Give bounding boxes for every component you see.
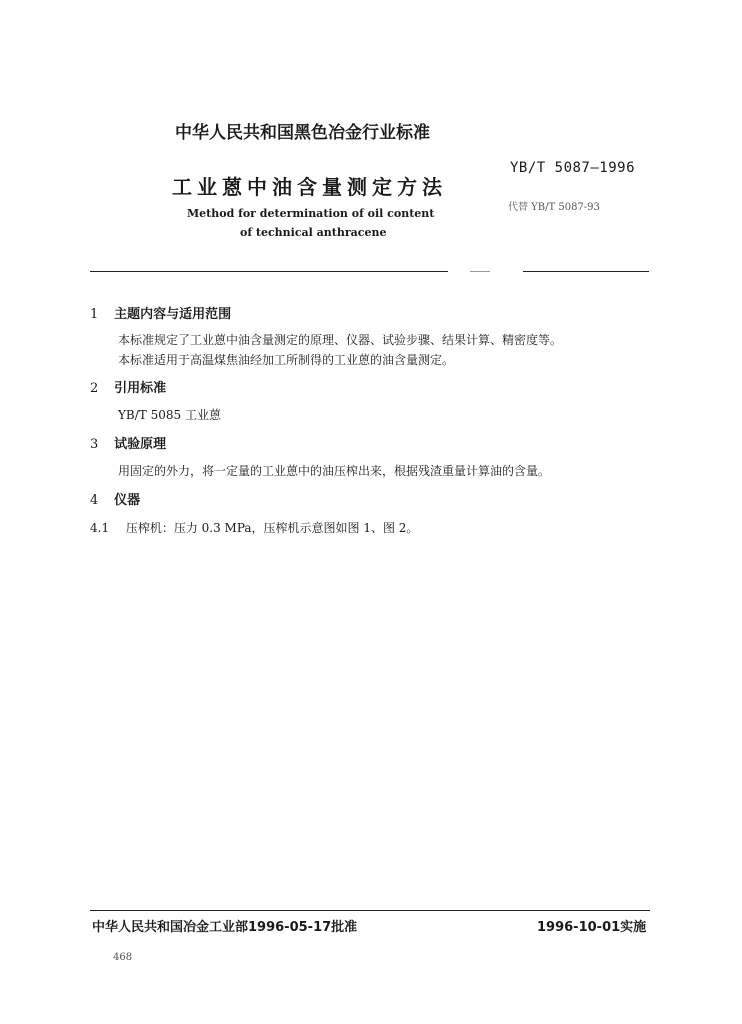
standard-number: YB/T 5087—1996: [510, 160, 636, 176]
replaces-standard: 代替 YB/T 5087-93: [508, 202, 600, 213]
section-number: 3: [90, 437, 99, 452]
subsection-number: 4.1: [90, 521, 110, 535]
section-heading-1: [90, 303, 231, 322]
section-title: 引用标准: [114, 381, 167, 396]
section-heading-3: [90, 433, 166, 452]
document-title-cn: 工业蒽中油含量测定方法: [172, 175, 447, 199]
subsection-text: 压榨机：压力 0.3 MPa，压榨机示意图如图 1、图 2。: [125, 521, 419, 535]
document-title-en-line2: of technical anthracene: [240, 226, 387, 239]
document-title-en-line1: Method for determination of oil content: [187, 207, 435, 220]
section-number: 2: [90, 381, 99, 396]
section-title: 主题内容与适用范围: [114, 307, 232, 322]
section-title: 仪器: [114, 493, 141, 508]
subsection-4-1: [90, 519, 418, 536]
approval-info: 中华人民共和国冶金工业部1996-05-17批准: [92, 920, 358, 935]
industry-standard-heading: 中华人民共和国黑色冶金行业标准: [175, 123, 430, 143]
section-number: 1: [90, 307, 99, 322]
paragraph: 本标准适用于高温煤焦油经加工所制得的工业蒽的油含量测定。: [118, 353, 455, 367]
section-title: 试验原理: [114, 437, 167, 452]
effective-date: 1996-10-01实施: [537, 920, 647, 935]
section-number: 4: [90, 493, 99, 508]
header-rule-mid: [470, 271, 490, 272]
paragraph: 本标准规定了工业蒽中油含量测定的原理、仪器、试验步骤、结果计算、精密度等。: [118, 333, 563, 347]
page-number: 468: [113, 952, 133, 963]
header-rule-left: [90, 271, 448, 272]
header-rule-right: [523, 271, 649, 272]
paragraph: 用固定的外力，将一定量的工业蒽中的油压榨出来，根据残渣重量计算油的含量。: [118, 464, 551, 478]
section-heading-2: [90, 377, 166, 396]
paragraph: YB/T 5085 工业蒽: [118, 408, 221, 422]
footer-rule: [90, 910, 650, 911]
section-heading-4: [90, 489, 140, 508]
